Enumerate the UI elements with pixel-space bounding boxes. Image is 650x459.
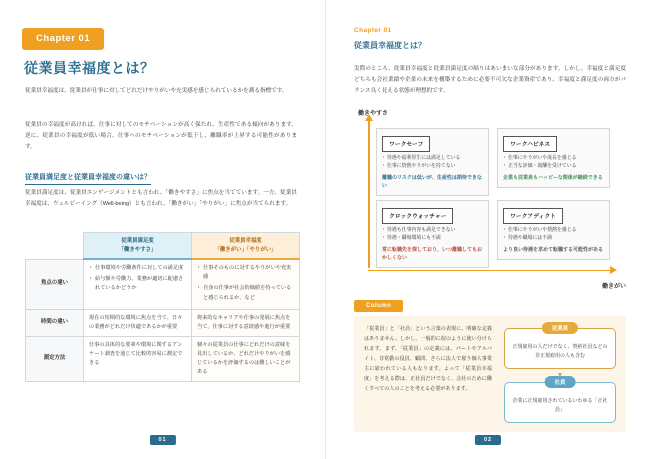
cell-text: 個々の従業員の仕事にどれだけの意味を見出しているか、どれだけやりがいを感じているかを評価するのは難しいことがある xyxy=(197,341,291,376)
quadrant-note: 離職のリスクは低いが、生産性は期待できない xyxy=(382,174,482,189)
cell-focus-happiness xyxy=(192,259,300,309)
cell-text: 仕事の具体的な要素や環境に関するアンケート調査を通じて比較的容易に測定できる xyxy=(89,341,183,367)
diagram-card-text: 正規雇用の人だけでなく、契約社員などの非正規雇用の人も含む xyxy=(512,344,608,359)
chapter-tag-right: Chapter 01 xyxy=(354,27,392,34)
x-axis-label: 働きがい xyxy=(601,284,626,290)
paragraph-2: 従業員の幸福度が高ければ、仕事に対してのモチベーションが高く保たれ、生産性である傾向があります。逆に、従業員の幸福度が低い場合、仕事へのモチベーションが低下し、離職率が上昇する可能性があります。 xyxy=(25,122,297,151)
page-title-left: 従業員幸福度とは？ xyxy=(24,60,155,76)
header-line-1: 従業員満足度 xyxy=(121,238,154,244)
column-text: 「従業員」と「社員」という言葉の表現に、明確な定義はありません。しかし、一般的に似のように使い分けられます。まず、「従業員」の定義には、パートやアルバイト、非常勤の役員、顧問、さらに法人で雇う個人事業主に雇われている人もなります。よって「従業員幸福度」を考える際は、正社員だけでなく、会社のために働くすべての人のことを考える必要があります。 xyxy=(364,326,492,392)
row-label-time: 時間の違い xyxy=(26,309,84,336)
header-line-1: 従業員幸福度 xyxy=(229,238,262,244)
table-row xyxy=(26,309,300,336)
cell-bullet: ・ 給与額や労働力、業務が適切に配慮されているかどうか xyxy=(89,275,186,293)
cell-text: 将来的なキャリアや仕事の発展に焦点を当て、仕事に対する意欲感や進行が重要 xyxy=(197,314,291,330)
quadrant-bullet: ・ 仕事に情熱やりがいを持てない xyxy=(382,163,483,171)
cell-focus-satisfaction xyxy=(84,259,192,309)
quadrant-work-sarf xyxy=(376,128,489,196)
diagram-badge-employee: 従業員 xyxy=(542,322,578,334)
chapter-tag-left: Chapter 01 xyxy=(22,28,104,50)
quadrant-title: ワークアディクト xyxy=(503,208,563,224)
header-line-2: 「働きやすさ」 xyxy=(118,246,157,253)
quadrant-work-happiness xyxy=(497,128,610,188)
right-page xyxy=(325,0,650,459)
quadrant-work-addict xyxy=(497,200,610,260)
quadrant-title: ワークセーフ xyxy=(382,136,430,152)
paragraph-1: 従業員幸福度は、従業員が仕事に対してどれだけやりがいや充実感を感じられているかを測る指標です。 xyxy=(25,88,288,94)
page-title-right: 従業員幸福度とは？ xyxy=(354,41,426,50)
paragraph-3: 従業員満足度は、従業員エンゲージメントとも言われ、「働きやすさ」に焦点を当てています。一方、従業員幸福度は、ウェルビーイング（Well-being）とも言われ、「働きがい」「やりがい」に焦点が当てられます。 xyxy=(25,190,297,208)
diagram-card-shain xyxy=(504,382,616,423)
quadrant-note: より良い待遇を求めて転職する可能性がある xyxy=(503,246,604,253)
column-box xyxy=(354,316,626,432)
table-header-satisfaction xyxy=(84,233,192,260)
y-axis-arrow xyxy=(368,120,370,268)
quadrant-bullet: ・ 仕事にやりがいや情熱を感じる xyxy=(503,227,604,235)
quadrant-bullet: ・ 待遇も仕事内容も満足できない xyxy=(382,227,483,235)
diagram-card-employee xyxy=(504,328,616,369)
row-label-measurement: 測定方法 xyxy=(26,336,84,381)
employee-diagram xyxy=(504,328,616,432)
x-axis-arrow xyxy=(368,270,611,272)
table-header-happiness xyxy=(192,233,300,260)
cell-measurement-satisfaction xyxy=(84,336,192,381)
quadrant-title: ワークハピネス xyxy=(503,136,557,152)
header-line-2: 「働きがい」「やりがい」 xyxy=(214,246,277,253)
subsection-heading: 従業員満足度と従業員幸福度の違いは？ xyxy=(25,172,151,185)
page-number-right: 02 xyxy=(475,435,501,445)
quadrant-note: 企業も従業員もハッピーな関係が継続できる xyxy=(503,174,603,181)
diagram-badge-shain: 社員 xyxy=(545,376,576,388)
table-row xyxy=(26,259,300,309)
quadrant-note: 常に転職先を探しており、いつ離職してもおかしくない xyxy=(382,246,483,261)
quadrant-clock-watcher xyxy=(376,200,489,268)
quadrant-bullet: ・ 待遇や職場には不満 xyxy=(503,235,604,243)
quadrant-bullet: ・ 仕事にやりがいや成長を感じる xyxy=(503,155,604,163)
cell-bullet: ・ 仕事環境や労働条件に対しての満足度 xyxy=(89,264,186,273)
quadrant-chart xyxy=(354,108,626,288)
cell-time-happiness xyxy=(192,309,300,336)
page-number-left: 01 xyxy=(149,435,175,445)
quadrant-bullet: ・ 正当な評価・報酬を受けている xyxy=(503,163,604,171)
paragraph-right-1: 実際のところ、従業員幸福度と従業員満足度の隔りはあいまいな部分があります。しかし、幸福度と満足度どちらも会社業績や企業の未来を構築するために必要不可欠な企業資産であり、幸福度と満足度の両方がバランス良く見える状態が理想的です。 xyxy=(354,66,626,95)
column-tag: Column xyxy=(354,300,403,312)
table-header-row xyxy=(26,233,300,260)
cell-measurement-happiness xyxy=(192,336,300,381)
cell-bullet: ・ 自身の仕事が社会的価値を持っていると感じられるか、など xyxy=(197,284,294,302)
table-corner-cell xyxy=(26,233,84,260)
table-row xyxy=(26,336,300,381)
quadrant-title: クロックウォッチャー xyxy=(382,208,453,224)
cell-bullet: ・ 仕事そのものに対するやりがいや充実感 xyxy=(197,264,294,282)
cell-text: 現在の短期的な環境に焦点を当て、日々の業務がどれだけ快適であるかが重要 xyxy=(89,314,183,330)
diagram-card-text: 企業に正規雇用されているいわゆる「正社員」 xyxy=(512,398,608,413)
y-axis-label: 働きやすさ xyxy=(358,111,389,117)
quadrant-bullet: ・ 待遇や福利厚生には満足している xyxy=(382,155,483,163)
row-label-focus: 焦点の違い xyxy=(26,259,84,309)
comparison-table xyxy=(25,232,300,382)
cell-time-satisfaction xyxy=(84,309,192,336)
quadrant-bullet: ・ 待遇・職場環境にも不満 xyxy=(382,235,483,243)
